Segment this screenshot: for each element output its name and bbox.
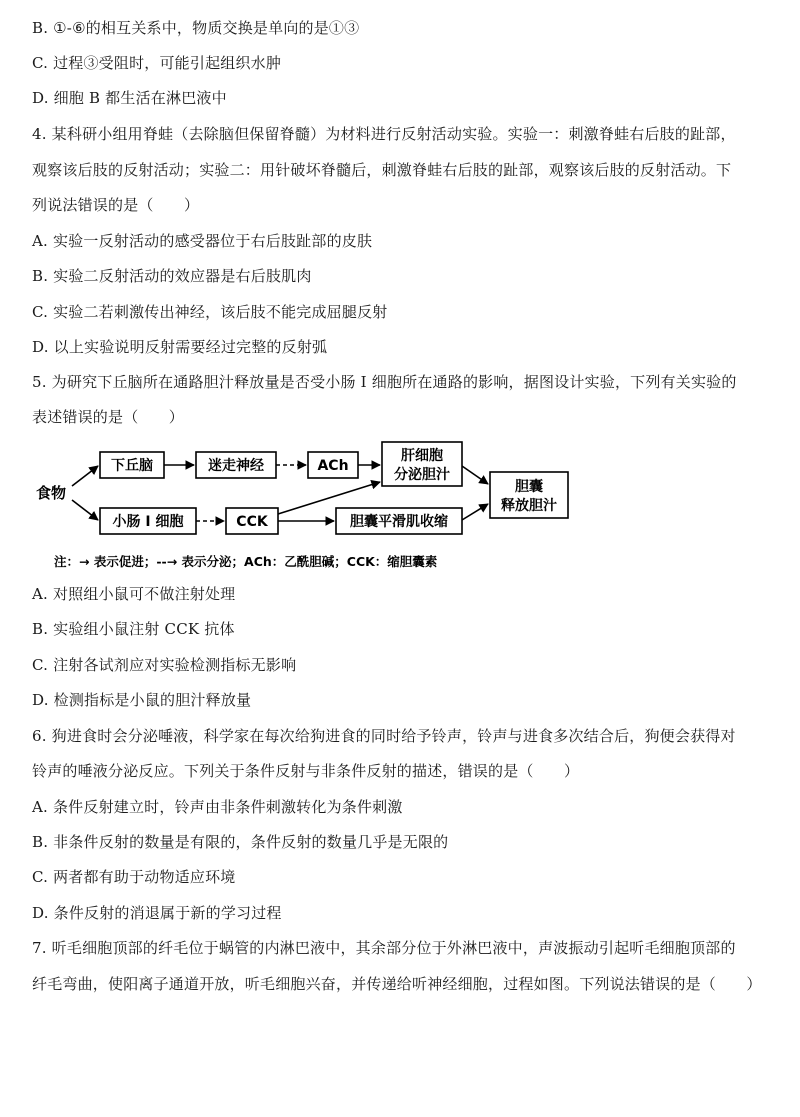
option-4b: B. 实验二反射活动的效应器是右后肢肌肉 bbox=[32, 267, 312, 285]
option-6c: C. 两者都有助于动物适应环境 bbox=[32, 868, 236, 886]
option-3b: B. ①-⑥的相互关系中，物质交换是单向的是①③ bbox=[32, 19, 360, 37]
option-5c: C. 注射各试剂应对实验检测指标无影响 bbox=[32, 656, 297, 674]
option-4a: A. 实验一反射活动的感受器位于右后肢趾部的皮肤 bbox=[32, 232, 373, 250]
arrow-muscle-gallbladder bbox=[462, 504, 488, 520]
bile-release-diagram bbox=[28, 438, 588, 576]
diagram-note: 注：→ 表示促进；--→ 表示分泌；ACh：乙酰胆碱；CCK：缩胆囊素 bbox=[54, 554, 438, 569]
option-5a: A. 对照组小鼠可不做注射处理 bbox=[32, 585, 236, 603]
option-6d: D. 条件反射的消退属于新的学习过程 bbox=[32, 904, 282, 922]
arrow-food-hypothalamus bbox=[72, 466, 98, 486]
question-4-line-3: 列说法错误的是（ ） bbox=[32, 196, 200, 214]
question-6-line-1: 6. 狗进食时会分泌唾液，科学家在每次给狗进食的同时给予铃声，铃声与进食多次结合后，狗便会获得对 bbox=[32, 727, 736, 745]
small-intestine-label: 小肠 I 细胞 bbox=[112, 514, 184, 530]
cck-label: CCK bbox=[236, 514, 268, 530]
arrow-food-intestine bbox=[72, 500, 98, 520]
question-6-line-2: 铃声的唾液分泌反应。下列关于条件反射与非条件反射的描述，错误的是（ ） bbox=[32, 762, 580, 780]
option-3c: C. 过程③受阻时，可能引起组织水肿 bbox=[32, 54, 282, 72]
question-7-line-1: 7. 听毛细胞顶部的纤毛位于蜗管的内淋巴液中，其余部分位于外淋巴液中，声波振动引起听毛细胞顶部的 bbox=[32, 939, 736, 957]
vagus-label: 迷走神经 bbox=[208, 458, 264, 474]
liver-label-line-1: 肝细胞 bbox=[401, 448, 443, 464]
question-5-line-1: 5. 为研究下丘脑所在通路胆汁释放量是否受小肠 I 细胞所在通路的影响，据图设计实验，下列有关实验的 bbox=[32, 373, 737, 391]
question-4-line-1: 4. 某科研小组用脊蛙（去除脑但保留脊髓）为材料进行反射活动实验。实验一：刺激脊蛙右后肢的趾部， bbox=[32, 125, 736, 143]
ach-label: ACh bbox=[317, 458, 349, 474]
gallbladder-muscle-label: 胆囊平滑肌收缩 bbox=[350, 514, 448, 530]
question-4-line-2: 观察该后肢的反射活动；实验二：用针破坏脊髓后，刺激脊蛙右后肢的趾部，观察该后肢的反射活动。下 bbox=[32, 161, 732, 179]
arrow-liver-gallbladder bbox=[462, 466, 488, 484]
gallbladder-release-line-2: 释放胆汁 bbox=[501, 498, 557, 514]
hypothalamus-label: 下丘脑 bbox=[111, 458, 153, 474]
option-4c: C. 实验二若刺激传出神经，该后肢不能完成屈腿反射 bbox=[32, 303, 388, 321]
option-3d: D. 细胞 B 都生活在淋巴液中 bbox=[32, 89, 227, 107]
food-label: 食物 bbox=[36, 484, 67, 502]
question-7-line-2: 纤毛弯曲，使阳离子通道开放，听毛细胞兴奋，并传递给听神经细胞，过程如图。下列说法错误的是（ ） bbox=[32, 975, 762, 993]
liver-label-line-2: 分泌胆汁 bbox=[394, 467, 450, 483]
option-6a: A. 条件反射建立时，铃声由非条件刺激转化为条件刺激 bbox=[32, 798, 403, 816]
option-5d: D. 检测指标是小鼠的胆汁释放量 bbox=[32, 691, 252, 709]
question-5-line-2: 表述错误的是（ ） bbox=[32, 408, 185, 426]
option-5b: B. 实验组小鼠注射 CCK 抗体 bbox=[32, 620, 235, 638]
option-4d: D. 以上实验说明反射需要经过完整的反射弧 bbox=[32, 338, 328, 356]
option-6b: B. 非条件反射的数量是有限的，条件反射的数量几乎是无限的 bbox=[32, 833, 449, 851]
gallbladder-release-line-1: 胆囊 bbox=[515, 479, 543, 495]
